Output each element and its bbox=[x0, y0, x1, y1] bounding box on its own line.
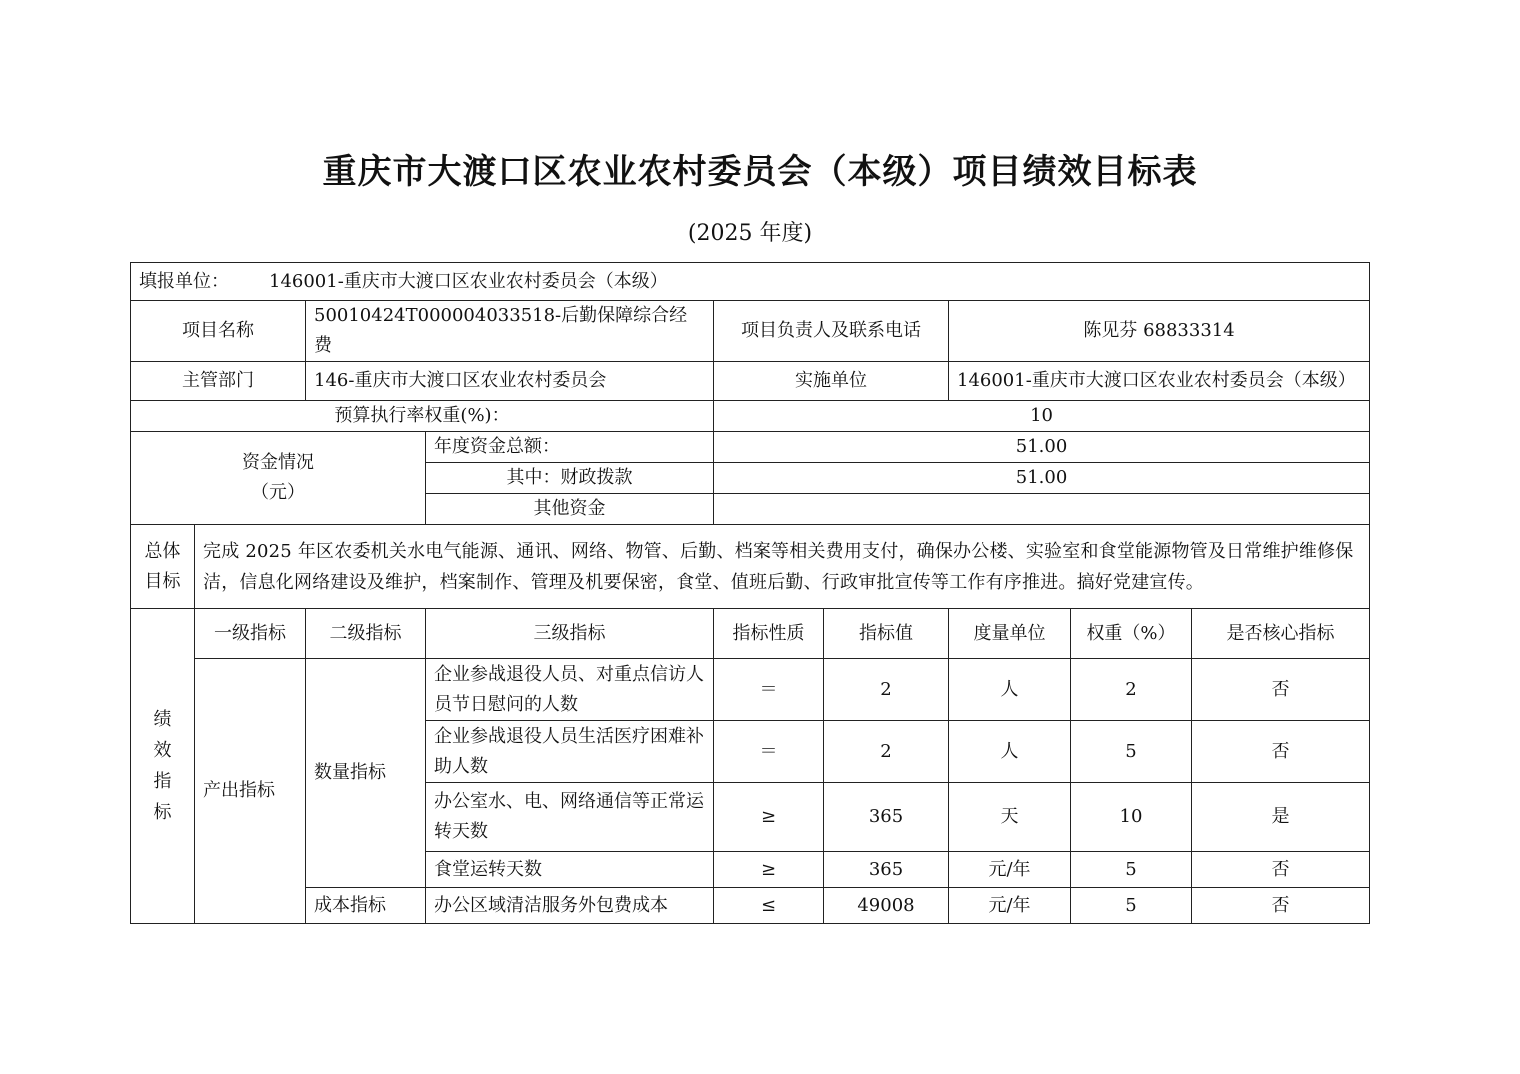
funds-label bbox=[131, 432, 426, 525]
funds-fiscal-value: 51.00 bbox=[714, 463, 1370, 494]
indicator-unit: 人 bbox=[949, 659, 1071, 721]
impl-unit-value: 146001-重庆市大渡口区农业农村委员会（本级） bbox=[949, 362, 1370, 401]
funds-other-value bbox=[714, 494, 1370, 525]
project-name-value: 50010424T000004033518-后勤保障综合经费 bbox=[306, 301, 714, 362]
header-nature: 指标性质 bbox=[714, 609, 824, 659]
indicator-unit: 天 bbox=[949, 783, 1071, 852]
indicator-weight: 5 bbox=[1071, 852, 1192, 888]
indicator-nature: ≥ bbox=[714, 783, 824, 852]
reporting-unit-cell bbox=[131, 263, 1370, 301]
overall-goal-text: 完成 2025 年区农委机关水电气能源、通讯、网络、物管、后勤、档案等相关费用支付，确保办公楼、实验室和食堂能源物管及日常维护维修保洁，信息化网络建设及维护，档案制作、管理及机要保密，食堂、值班后勤、行政审批宣传等工作有序推进。搞好党建宣传。 bbox=[195, 525, 1370, 609]
indicator-name: 办公室水、电、网络通信等正常运转天数 bbox=[426, 783, 714, 852]
level2-quantity: 数量指标 bbox=[306, 659, 426, 888]
header-core: 是否核心指标 bbox=[1192, 609, 1370, 659]
funds-label-line2: （元） bbox=[251, 482, 305, 503]
reporting-unit-label: 填报单位： bbox=[139, 270, 229, 292]
indicator-weight: 5 bbox=[1071, 888, 1192, 924]
funds-total-label: 年度资金总额： bbox=[426, 432, 714, 463]
perf-side-label: 绩 效 指 标 bbox=[131, 609, 195, 924]
indicator-core: 否 bbox=[1192, 659, 1370, 721]
impl-unit-label: 实施单位 bbox=[714, 362, 949, 401]
overall-goal-label: 总体 目标 bbox=[131, 525, 195, 609]
header-level2: 二级指标 bbox=[306, 609, 426, 659]
level1-output: 产出指标 bbox=[195, 659, 306, 924]
header-value: 指标值 bbox=[824, 609, 949, 659]
indicator-core: 是 bbox=[1192, 783, 1370, 852]
indicator-value: 2 bbox=[824, 721, 949, 783]
indicator-core: 否 bbox=[1192, 888, 1370, 924]
indicator-weight: 5 bbox=[1071, 721, 1192, 783]
dept-label: 主管部门 bbox=[131, 362, 306, 401]
budget-weight-label: 预算执行率权重(%)： bbox=[131, 401, 714, 432]
page-subtitle: (2025 年度) bbox=[687, 221, 813, 246]
contact-value: 陈见芬 68833314 bbox=[949, 301, 1370, 362]
table-row bbox=[131, 888, 1370, 924]
indicator-nature: ＝ bbox=[714, 721, 824, 783]
funds-total-value: 51.00 bbox=[714, 432, 1370, 463]
indicator-nature: ≤ bbox=[714, 888, 824, 924]
indicator-weight: 10 bbox=[1071, 783, 1192, 852]
indicator-nature: ＝ bbox=[714, 659, 824, 721]
indicator-core: 否 bbox=[1192, 852, 1370, 888]
indicator-unit: 元/年 bbox=[949, 852, 1071, 888]
indicator-name: 食堂运转天数 bbox=[426, 852, 714, 888]
indicator-value: 365 bbox=[824, 852, 949, 888]
project-name-label: 项目名称 bbox=[131, 301, 306, 362]
indicator-value: 365 bbox=[824, 783, 949, 852]
header-weight: 权重（%） bbox=[1071, 609, 1192, 659]
header-level1: 一级指标 bbox=[195, 609, 306, 659]
funds-label-line1: 资金情况 bbox=[242, 452, 314, 473]
table-row bbox=[131, 659, 1370, 721]
budget-weight-value: 10 bbox=[714, 401, 1370, 432]
performance-target-table bbox=[130, 262, 1370, 924]
header-unit: 度量单位 bbox=[949, 609, 1071, 659]
page-title: 重庆市大渡口区农业农村委员会（本级）项目绩效目标表 bbox=[322, 152, 1198, 192]
indicator-name: 办公区域清洁服务外包费成本 bbox=[426, 888, 714, 924]
contact-label: 项目负责人及联系电话 bbox=[714, 301, 949, 362]
header-level3: 三级指标 bbox=[426, 609, 714, 659]
indicator-name: 企业参战退役人员、对重点信访人员节日慰问的人数 bbox=[426, 659, 714, 721]
level2-cost: 成本指标 bbox=[306, 888, 426, 924]
indicator-name: 企业参战退役人员生活医疗困难补助人数 bbox=[426, 721, 714, 783]
indicator-nature: ≥ bbox=[714, 852, 824, 888]
indicator-weight: 2 bbox=[1071, 659, 1192, 721]
funds-fiscal-label: 其中：财政拨款 bbox=[426, 463, 714, 494]
funds-other-label: 其他资金 bbox=[426, 494, 714, 525]
indicator-value: 2 bbox=[824, 659, 949, 721]
indicator-unit: 人 bbox=[949, 721, 1071, 783]
indicator-value: 49008 bbox=[824, 888, 949, 924]
indicator-unit: 元/年 bbox=[949, 888, 1071, 924]
indicator-core: 否 bbox=[1192, 721, 1370, 783]
dept-value: 146-重庆市大渡口区农业农村委员会 bbox=[306, 362, 714, 401]
reporting-unit-value: 146001-重庆市大渡口区农业农村委员会（本级） bbox=[269, 270, 668, 292]
